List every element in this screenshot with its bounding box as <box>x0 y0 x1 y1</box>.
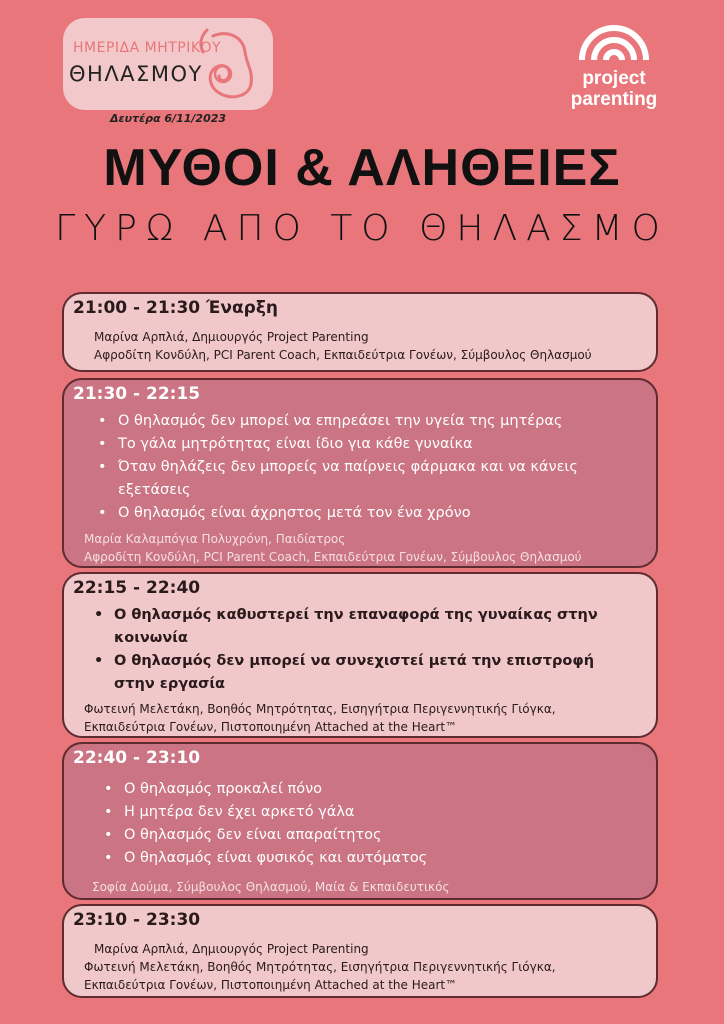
speaker-line: Φωτεινή Μελετάκη, Βοηθός Μητρότητας, Εισηγήτρια Περιγεννητικής Γιόγκα, <box>84 960 556 974</box>
bullet-item: • Όταν θηλάζεις δεν μπορείς να παίρνεις φάρμακα και να κάνεις εξετάσεις <box>98 459 578 498</box>
bullet-item: • Το γάλα μητρότητας είναι ίδιο για κάθε γυναίκα <box>98 436 473 452</box>
page-title: ΜΥΘΟΙ & ΑΛΗΘΕΙΕΣ <box>103 139 621 197</box>
speaker-line: Σοφία Δούμα, Σύμβουλος Θηλασμού, Μαία & Εκπαιδευτικός <box>92 880 450 894</box>
session-card-4 <box>62 742 658 900</box>
session-card-1 <box>62 292 658 372</box>
session-card-5 <box>62 904 658 998</box>
bullet-item: • Ο θηλασμός καθυστερεί την επαναφορά της γυναίκας στην κοινωνία <box>94 607 598 646</box>
rainbow-icon <box>576 24 652 64</box>
session-time: 22:40 - 23:10 <box>73 748 201 768</box>
bullet-item: • Ο θηλασμός δεν είναι απαραίτητος <box>104 827 382 843</box>
speaker-line: Μαρίνα Αρπλιά, Δημιουργός Project Parenting <box>94 330 369 344</box>
bullet-item: • Ο θηλασμός δεν μπορεί να επηρεάσει την υγεία της μητέρας <box>98 413 563 429</box>
page-subtitle: ΓΥΡΩ ΑΠΟ ΤΟ ΘΗΛΑΣΜΟ <box>55 208 669 249</box>
session-card-3 <box>62 572 658 738</box>
speaker-line: Φωτεινή Μελετάκη, Βοηθός Μητρότητας, Εισηγήτρια Περιγεννητικής Γιόγκα, <box>84 702 556 716</box>
session-time: 21:00 - 21:30 Έναρξη <box>73 298 278 318</box>
bullet-item: • Ο θηλασμός δεν μπορεί να συνεχιστεί μετά την επιστροφή στην εργασία <box>94 653 595 692</box>
brand-line1: project <box>582 68 646 89</box>
bullet-item: • Ο θηλασμός είναι άχρηστος μετά τον ένα χρόνο <box>98 505 471 521</box>
speaker-line: Μαρίνα Αρπλιά, Δημιουργός Project Parenting <box>94 942 369 956</box>
mother-baby-icon <box>193 26 267 104</box>
logo-line2: ΘΗΛΑΣΜΟΥ <box>69 62 203 86</box>
brand-line2: parenting <box>570 89 658 110</box>
speaker-line: Εκπαιδεύτρια Γονέων, Πιστοποιημένη Attached at the Heart™ <box>84 720 458 734</box>
speaker-line: Αφροδίτη Κονδύλη, PCI Parent Coach, Εκπαιδεύτρια Γονέων, Σύμβουλος Θηλασμού <box>84 550 582 564</box>
bullet-item: • Η μητέρα δεν έχει αρκετό γάλα <box>104 804 355 820</box>
session-time: 23:10 - 23:30 <box>73 910 201 930</box>
event-logo <box>63 18 273 110</box>
session-time: 21:30 - 22:15 <box>73 384 201 404</box>
project-parenting-logo <box>554 24 674 110</box>
event-date: Δευτέρα 6/11/2023 <box>109 112 227 125</box>
session-card-2 <box>62 378 658 568</box>
speaker-line: Μαρία Καλαμπόγια Πολυχρόνη, Παιδίατρος <box>84 532 346 546</box>
speaker-line: Αφροδίτη Κονδύλη, PCI Parent Coach, Εκπαιδεύτρια Γονέων, Σύμβουλος Θηλασμού <box>94 348 592 362</box>
bullet-item: • Ο θηλασμός προκαλεί πόνο <box>104 781 323 797</box>
speaker-line: Εκπαιδεύτρια Γονέων, Πιστοποιημένη Attached at the Heart™ <box>84 978 458 992</box>
logo-line1: ΗΜΕΡΙΔΑ ΜΗΤΡΙΚΟΥ <box>73 40 222 56</box>
bullet-item: • Ο θηλασμός είναι φυσικός και αυτόματος <box>104 850 428 866</box>
session-time: 22:15 - 22:40 <box>73 578 201 598</box>
